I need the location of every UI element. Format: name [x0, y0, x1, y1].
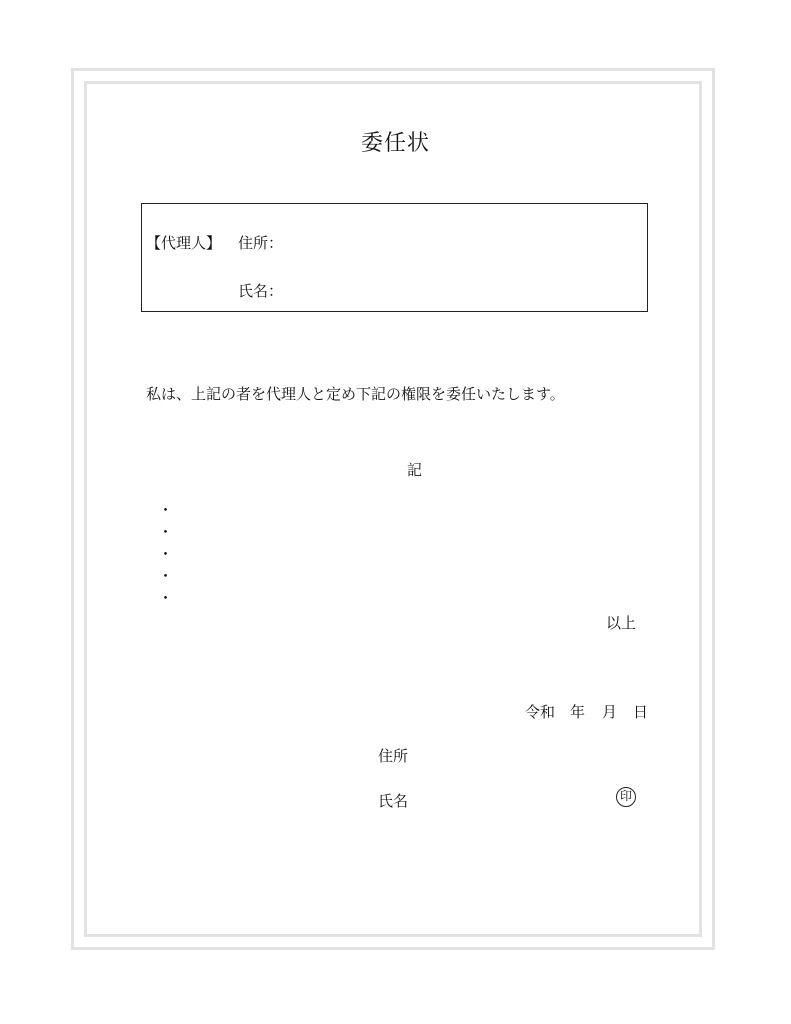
- bullet-item: ・: [158, 523, 174, 541]
- bullet-item: ・: [158, 567, 174, 585]
- date-day: 日: [633, 703, 649, 721]
- document-title: 委任状: [360, 131, 430, 156]
- bullet-item: ・: [158, 545, 174, 563]
- ki-heading: 記: [407, 461, 423, 479]
- date-year: 年: [570, 703, 586, 721]
- agent-name-label: 氏名：: [238, 282, 284, 300]
- agent-info-box: [141, 203, 648, 312]
- closing-text: 以上: [606, 614, 637, 632]
- agent-tag: 【代理人】: [146, 234, 222, 252]
- agent-address-label: 住所：: [238, 234, 284, 252]
- date-month: 月: [602, 703, 618, 721]
- date-era: 令和: [525, 703, 556, 721]
- principal-name-label: 氏名: [378, 792, 409, 810]
- principal-address-label: 住所: [378, 747, 409, 765]
- bullet-item: ・: [158, 589, 174, 607]
- seal-stamp-icon: 印: [616, 787, 636, 807]
- delegation-statement: 私は、上記の者を代理人と定め下記の権限を委任いたします。: [146, 385, 565, 403]
- bullet-item: ・: [158, 501, 174, 519]
